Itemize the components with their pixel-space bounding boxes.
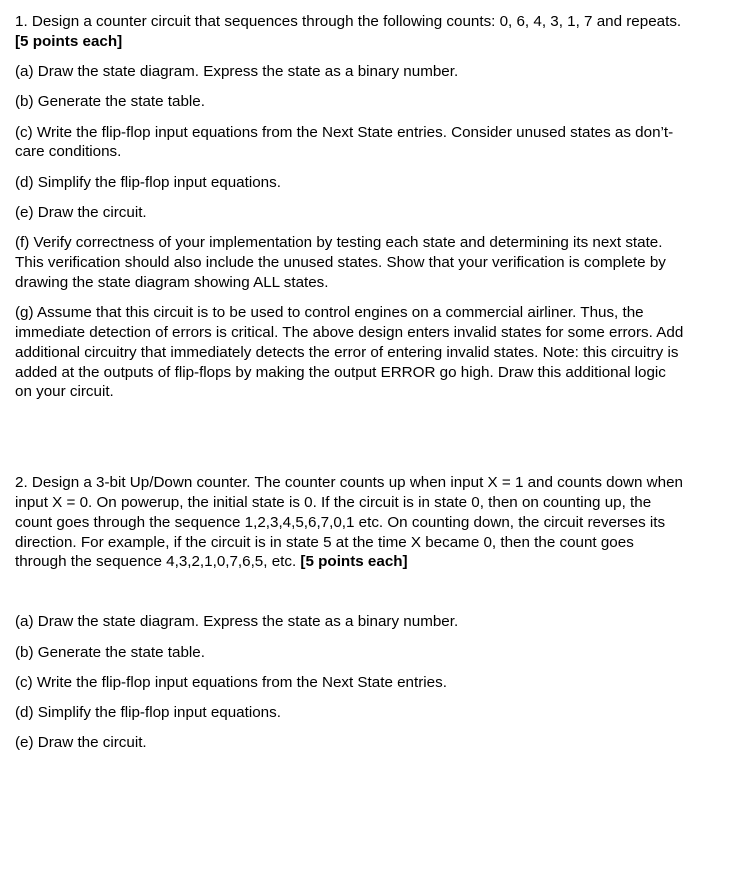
problem-1-part-b: (b) Generate the state table. bbox=[15, 93, 205, 111]
problem-2-part-d: (d) Simplify the flip-flop input equations. bbox=[15, 704, 281, 722]
problem-2-points: [5 points each] bbox=[300, 553, 408, 571]
problem-2-intro bbox=[15, 473, 687, 572]
problem-2-part-a: (a) Draw the state diagram. Express the state as a binary number. bbox=[15, 613, 459, 631]
problem-1-part-c: (c) Write the flip-flop input equations from the Next State entries. Consider unused states as don’t-care conditions. bbox=[15, 123, 674, 161]
problem-2-part-e: (e) Draw the circuit. bbox=[15, 734, 147, 752]
problem-1-part-f: (f) Verify correctness of your implementation by testing each state and determining its next state. This verification should also include the unused states. Show that your verification is complete by drawing the state diagram showing ALL states. bbox=[15, 234, 666, 291]
problem-1-intro-text: 1. Design a counter circuit that sequences through the following counts: 0, 6, 4, 3, 1, 7 and repeats. bbox=[15, 13, 682, 30]
problem-2-part-b: (b) Generate the state table. bbox=[15, 643, 205, 661]
problem-1-part-g: (g) Assume that this circuit is to be used to control engines on a commercial airliner. Thus, the immediate detection of errors is critical. The above design enters invalid states for some errors. Add additional circuitry that immediately detects the error of entering invalid states. Note: this circuitry is added at the outputs of flip-flops by making the output ERROR go high. Draw this additional logic on your circuit. bbox=[15, 304, 684, 401]
problem-1-intro bbox=[15, 12, 687, 52]
problem-1-points: [5 points each] bbox=[15, 32, 123, 50]
problem-2-part-c: (c) Write the flip-flop input equations from the Next State entries. bbox=[15, 673, 447, 691]
problem-1-part-e: (e) Draw the circuit. bbox=[15, 204, 147, 222]
problem-1-part-a: (a) Draw the state diagram. Express the state as a binary number. bbox=[15, 63, 459, 81]
document-page bbox=[15, 12, 687, 753]
problem-1-part-d: (d) Simplify the flip-flop input equations. bbox=[15, 173, 281, 191]
problem-2-intro-text: 2. Design a 3-bit Up/Down counter. The counter counts up when input X = 1 and counts down when input X = 0. On powerup, the initial state is 0. If the circuit is in state 0, then on counting up, the count goes through the sequence 1,2,3,4,5,6,7,0,1 etc. On counting down, the circuit reverses its direction. For example, if the circuit is in state 5 at the time X became 0, then the count goes through the sequence 4,3,2,1,0,7,6,5, etc. bbox=[15, 474, 683, 571]
